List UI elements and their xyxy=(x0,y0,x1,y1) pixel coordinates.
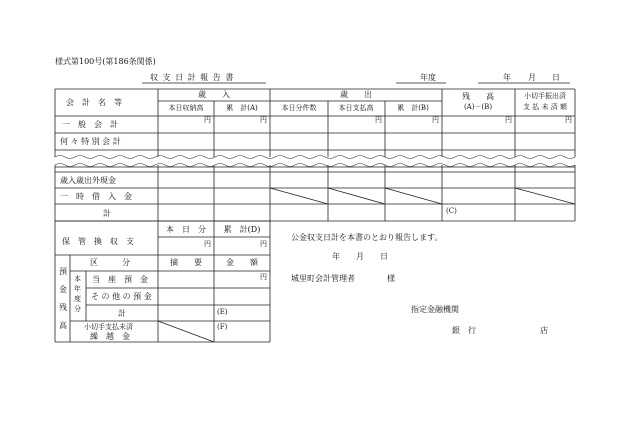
expenditure-cumulative-header: 累 計(B) xyxy=(397,104,429,112)
report-month-label: 月 xyxy=(356,252,364,261)
unsettled-checks-header-line2: 支 払 未 済 額 xyxy=(523,103,567,111)
deposit-label-char: 金 xyxy=(59,285,67,294)
report-title: 収 支 日 計 報 告 書 xyxy=(150,73,235,82)
yen-mark: 円 xyxy=(260,273,267,281)
yen-mark: 円 xyxy=(204,240,211,248)
expenditure-count-header: 本日分件数 xyxy=(281,104,317,112)
yen-mark: 円 xyxy=(204,116,211,124)
col-category: 区 分 xyxy=(90,258,130,267)
fiscal-year-label: 年度 xyxy=(420,73,436,82)
mark-e: (E) xyxy=(217,308,228,316)
row-general-account: 一 般 会 計 xyxy=(62,120,118,129)
yen-mark: 円 xyxy=(375,116,382,124)
branch-label: 店 xyxy=(540,326,548,335)
deposit-label-char: 高 xyxy=(59,321,67,330)
balance-formula: (A)－(B) xyxy=(463,103,493,111)
fiscal-label-char: 本 xyxy=(74,275,81,283)
checks-carryover-line2: 繰 越 金 xyxy=(90,332,130,341)
custody-today: 本 日 分 xyxy=(166,225,206,234)
revenue-today-header: 本日収納高 xyxy=(168,104,204,112)
col-summary: 摘 要 xyxy=(170,258,202,267)
revenue-header: 歳 入 xyxy=(198,90,230,99)
yen-mark: 円 xyxy=(260,116,267,124)
yen-mark: 円 xyxy=(505,116,512,124)
treasurer-honorific: 様 xyxy=(387,274,395,283)
unsettled-checks-header-line1: 小切手振出済 xyxy=(524,92,566,100)
col-amount: 金 額 xyxy=(226,258,258,267)
mark-f: (F) xyxy=(217,323,228,331)
deposit-label-char: 残 xyxy=(59,303,67,312)
header-day-label: 日 xyxy=(552,73,560,82)
deposit-subtotal: 計 xyxy=(118,309,126,318)
row-special-account: 何 々 特 別 会 計 xyxy=(60,137,121,146)
header-month-label: 月 xyxy=(528,73,536,82)
header-year-label: 年 xyxy=(503,73,511,82)
fiscal-label-char: 分 xyxy=(74,305,81,313)
col-account-name: 会 計 名 等 xyxy=(66,98,122,107)
current-account-deposit: 当 座 預 金 xyxy=(92,275,148,284)
other-deposit: そ の 他 の 預 金 xyxy=(91,292,152,301)
balance-header: 残 高 xyxy=(462,92,494,101)
revenue-cumulative-header: 累 計(A) xyxy=(226,104,258,112)
designated-bank-label: 指定金融機関 xyxy=(411,305,459,314)
report-day-label: 日 xyxy=(380,252,388,261)
wave-break xyxy=(55,156,575,167)
treasurer-name: 城里町会計管理者 xyxy=(291,274,355,283)
custody-cumulative: 累 計(D) xyxy=(223,225,261,234)
row-total: 計 xyxy=(103,209,111,218)
mark-c: (C) xyxy=(446,207,457,215)
yen-mark: 円 xyxy=(432,116,439,124)
form-number: 様式第100号(第186条関係) xyxy=(55,57,156,66)
report-statement: 公金収支日計を本書のとおり報告します。 xyxy=(291,233,443,242)
fiscal-label-char: 度 xyxy=(74,295,81,303)
custody-label: 保 管 換 収 支 xyxy=(62,237,134,246)
yen-mark: 円 xyxy=(260,240,267,248)
row-non-budget-cash: 歳入歳出外現金 xyxy=(60,176,116,185)
yen-mark: 円 xyxy=(565,116,572,124)
expenditure-header: 歳 出 xyxy=(340,90,372,99)
report-year-label: 年 xyxy=(332,252,340,261)
checks-carryover-line1: 小切手支払未済 xyxy=(84,323,133,331)
fiscal-label-char: 年 xyxy=(74,285,81,293)
bank-label: 銀 行 xyxy=(452,326,476,335)
row-temporary-borrowing: 一 時 借 入 金 xyxy=(60,192,132,201)
expenditure-today-header: 本日支払高 xyxy=(338,104,374,112)
deposit-label-char: 預 xyxy=(59,267,67,276)
